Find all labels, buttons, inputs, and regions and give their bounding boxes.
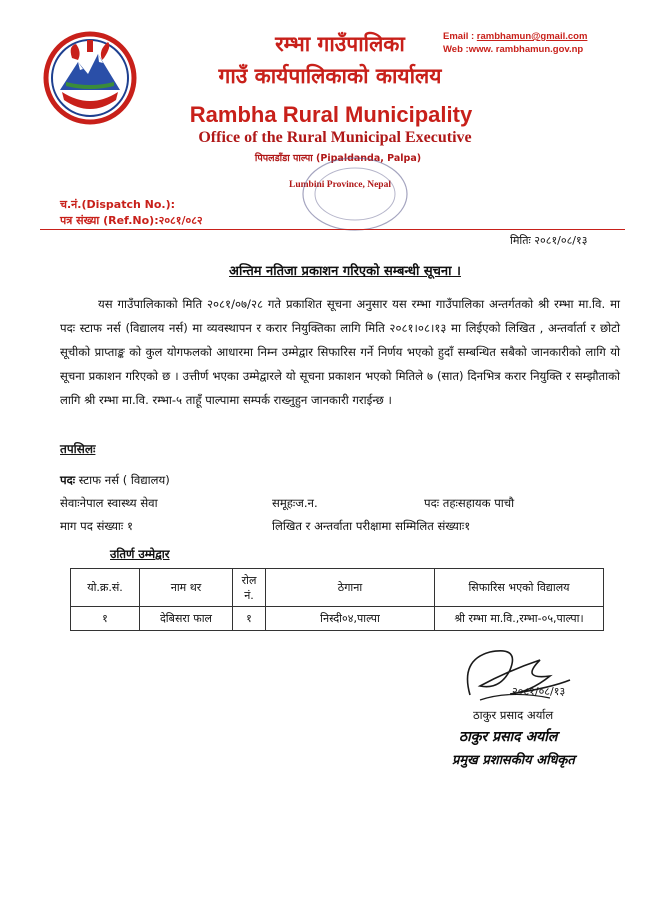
- table-cell: देबिसरा फाल: [140, 607, 233, 631]
- body-line: रम्भा मा.वि. मा पदः स्टाफ नर्स (विद्यालय नर्स) मा व्यवस्थापन र करार नियुक्तिका लागि मिति २०८१।०८।१३ मा लिईएको: [60, 297, 621, 335]
- signatory-name: ठाकुर प्रसाद अर्याल: [473, 708, 554, 722]
- email-line: Email : rambhamun@gmail.com: [443, 31, 588, 42]
- table-header-cell: रोल नं.: [233, 569, 266, 607]
- office-stamp: [296, 152, 414, 234]
- body-line: यस गाउँपालिकाको मिति २०८१/०७/२८ गते प्रकाशित सूचना अनुसार यस रम्भा गाउँपालिका अन्तर्गतको श्री: [98, 297, 550, 311]
- web-link[interactable]: www. rambhamun.gov.np: [468, 44, 584, 55]
- table-header-cell: ठेगाना: [266, 569, 435, 607]
- office-name-nepali: गाउँ कार्यपालिकाको कार्यालय: [218, 64, 442, 88]
- handwritten-signature: [450, 640, 590, 712]
- dispatch-number-label: च.नं.(Dispatch No.):: [60, 198, 176, 211]
- municipality-name-english: Rambha Rural Municipality: [189, 102, 473, 127]
- web-line: Web :www. rambhamun.gov.np: [443, 44, 584, 55]
- body-line: जानकारी गराईन्छ ।: [311, 393, 392, 407]
- municipality-emblem-logo: [42, 30, 138, 126]
- signature-date: २०८१/०८/१३: [512, 685, 566, 698]
- body-line: भएको मितिले ७ (सात) दिनभित्र करार नियुक्ति र सम्झौताको लागि श्री रम्भा मा.वि. रम्भा-५ ताहूँ पाल्पामा सम्पर्क राख्नुहुन: [60, 369, 620, 407]
- address-line-1: पिपलडाँडा पाल्पा (Pipaldanda, Palpa): [254, 153, 422, 164]
- table-cell: १: [71, 607, 140, 631]
- table-header-row: [71, 569, 604, 607]
- stamp-signatory-title: प्रमुख प्रशासकीय अधिकृत: [452, 753, 575, 768]
- email-link[interactable]: rambhamun@gmail.com: [476, 31, 588, 42]
- passed-candidates-heading: उतिर्ण उम्मेद्वार: [110, 547, 170, 561]
- table-cell: निस्दी०४,पाल्पा: [266, 607, 435, 631]
- table-cell: श्री रम्भा मा.वि.,रम्भा-०५,पाल्पा।: [435, 607, 604, 631]
- body-line: हुदाँ सम्बन्धित सबैको जानकारीको लागि यो सूचना प्रकाशन गरिएको छ । उत्तीर्ण भएका उम्मेद्वारले यो सूचना प्रकाशन: [60, 345, 620, 383]
- level-line: पदः तहःसहायक पाचौ: [424, 496, 515, 510]
- stamp-signatory-name: ठाकुर प्रसाद अर्याल: [459, 729, 558, 745]
- letter-date: मितिः २०८१/०८/१३: [510, 234, 588, 247]
- table-row: [71, 607, 604, 631]
- table-header-cell: सिफारिस भएको विद्यालय: [435, 569, 604, 607]
- group-line: समूहःज.न.: [272, 496, 318, 510]
- body-line: लिखित , अन्तर्वार्ता र छोटो सूचीको प्राप्ताङ्क को कुल योगफलको आधारमा निम्न उम्मेद्वार सिफारिस गर्ने निर्णय भएको: [60, 321, 621, 359]
- candidates-table: [70, 568, 604, 631]
- post-line: पदः स्टाफ नर्स ( विद्यालय): [60, 473, 170, 487]
- header-divider: [40, 229, 625, 230]
- office-name-english: Office of the Rural Municipal Executive: [198, 129, 472, 146]
- municipality-name-nepali: रम्भा गाउँपालिका: [275, 32, 405, 56]
- notice-body: [60, 292, 620, 412]
- participants-count: लिखित र अन्तर्वाता परीक्षामा सम्मिलित संख्याः१: [272, 519, 471, 533]
- address-line-2: Lumbini Province, Nepal: [289, 180, 391, 190]
- notice-subject: अन्तिम नतिजा प्रकाशन गरिएको सम्बन्धी सूचना ।: [229, 264, 461, 279]
- demand-count: माग पद संख्याः १: [60, 519, 133, 533]
- table-header-cell: नाम थर: [140, 569, 233, 607]
- reference-number: पत्र संख्या (Ref.No):२०८१/०८२: [60, 214, 203, 227]
- service-line: सेवाःनेपाल स्वास्थ्य सेवा: [60, 496, 158, 510]
- contact-block: [443, 30, 587, 56]
- table-cell: १: [233, 607, 266, 631]
- details-heading: तपसिलः: [60, 442, 96, 456]
- table-header-cell: यो.क्र.सं.: [71, 569, 140, 607]
